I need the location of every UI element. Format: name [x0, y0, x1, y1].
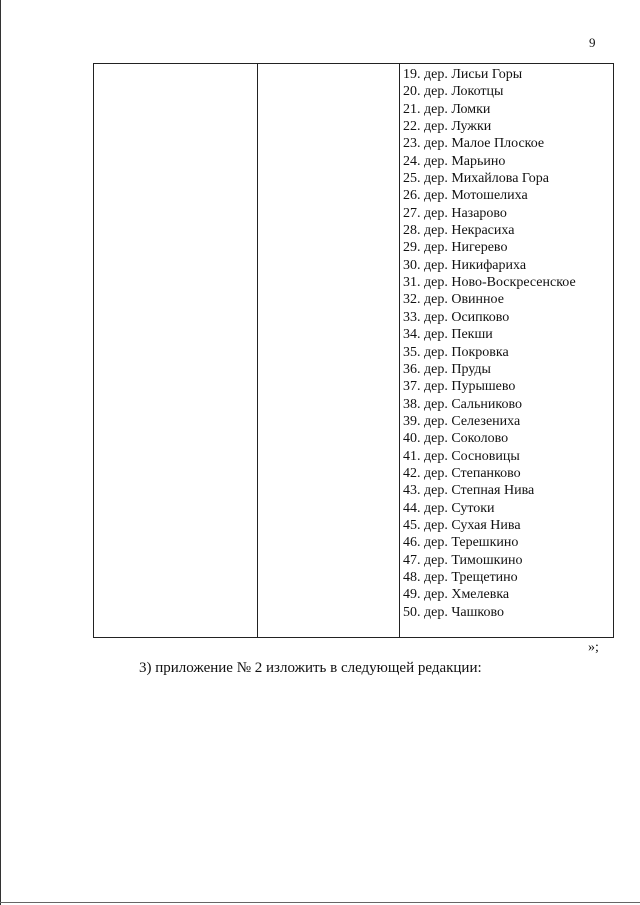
page-left-edge: [0, 0, 1, 905]
village-item: 30. дер. Никифариха: [403, 257, 527, 273]
village-item: 22. дер. Лужки: [403, 119, 492, 135]
settlements-table: [93, 63, 614, 638]
village-item: 49. дер. Хмелевка: [403, 587, 510, 603]
village-item: 42. дер. Степанково: [403, 465, 521, 481]
village-item: 43. дер. Степная Нива: [403, 483, 535, 499]
village-item: 21. дер. Ломки: [403, 101, 491, 117]
village-item: 44. дер. Сутоки: [403, 500, 495, 516]
village-item: 26. дер. Мотошелиха: [403, 188, 528, 204]
village-item: 32. дер. Овинное: [403, 292, 504, 308]
table-cell-empty-2: [258, 64, 400, 638]
village-item: 37. дер. Пурышево: [403, 379, 516, 395]
page-number: 9: [589, 35, 596, 50]
village-item: 50. дер. Чашково: [403, 604, 505, 620]
village-item: 23. дер. Малое Плоское: [403, 136, 545, 152]
village-item: 31. дер. Ново-Воскресенское: [403, 275, 576, 291]
village-list: [400, 64, 613, 621]
table-cell-empty-1: [94, 64, 258, 638]
village-item: 36. дер. Пруды: [403, 361, 491, 377]
table-cell-villages: [400, 64, 614, 638]
village-item: 40. дер. Соколово: [403, 431, 509, 447]
village-item: 35. дер. Покровка: [403, 344, 509, 360]
village-item: 47. дер. Тимошкино: [403, 552, 523, 568]
village-item: 20. дер. Локотцы: [403, 84, 504, 100]
village-item: 41. дер. Сосновицы: [403, 448, 520, 464]
table-row: [94, 64, 614, 638]
village-item: 48. дер. Трещетино: [403, 569, 518, 585]
village-item: 33. дер. Осипково: [403, 309, 510, 325]
village-item: 19. дер. Лисьи Горы: [403, 67, 523, 82]
page-bottom-edge: [0, 902, 640, 903]
village-item: 27. дер. Назарово: [403, 205, 507, 221]
village-item: 28. дер. Некрасиха: [403, 223, 515, 239]
instruction-text: 3) приложение № 2 изложить в следующей редакции:: [139, 660, 482, 676]
village-item: 45. дер. Сухая Нива: [403, 517, 521, 533]
village-item: 29. дер. Нигерево: [403, 240, 508, 256]
village-item: 46. дер. Терешкино: [403, 535, 519, 551]
village-item: 25. дер. Михайлова Гора: [403, 171, 550, 187]
village-item: 38. дер. Сальниково: [403, 396, 522, 412]
village-item: 39. дер. Селезениха: [403, 413, 521, 429]
village-item: 34. дер. Пекши: [403, 327, 493, 343]
closing-quote: »;: [588, 640, 599, 655]
village-item: 24. дер. Марьино: [403, 153, 506, 169]
